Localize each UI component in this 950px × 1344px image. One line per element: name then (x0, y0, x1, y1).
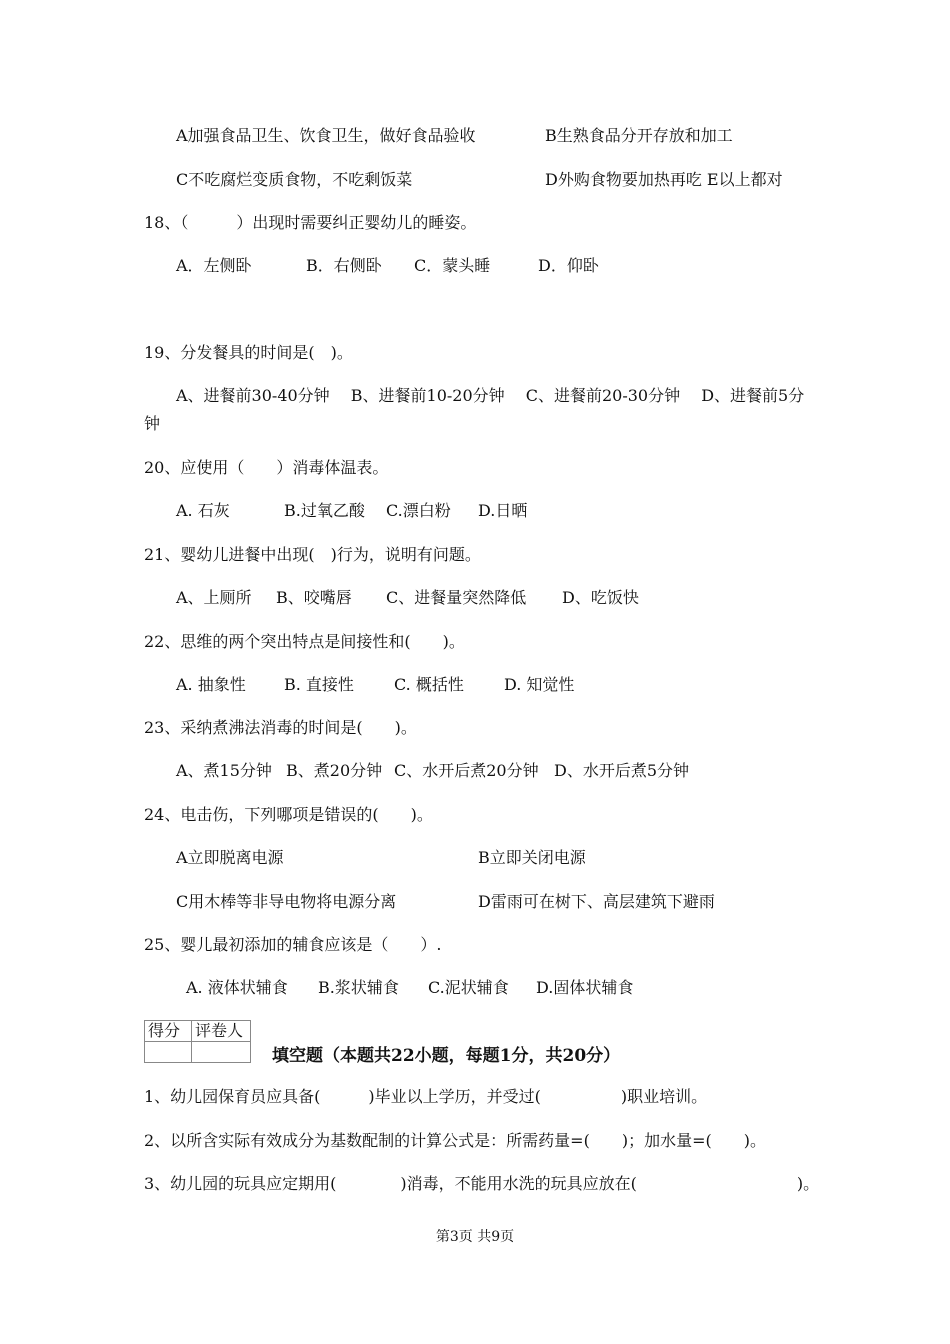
q21-option-b: B、咬嘴唇 (276, 588, 352, 607)
fill-question-3: 3、幼儿园的玩具应定期用( )消毒，不能用水洗的玩具应放在( )。 (144, 1174, 820, 1193)
q19-options: A、进餐前30-40分钟 B、进餐前10-20分钟 C、进餐前20-30分钟 D、进餐前5分 (176, 386, 805, 405)
q17-option-c: C不吃腐烂变质食物，不吃剩饭菜 (176, 170, 413, 189)
q25-stem: 25、婴儿最初添加的辅食应该是（ ）. (144, 935, 442, 954)
q18-option-d: D．仰卧 (538, 256, 599, 275)
q24-option-b: B立即关闭电源 (478, 848, 586, 867)
q23-option-b: B、煮20分钟 (286, 761, 383, 780)
section-title: 填空题（本题共22小题，每题1分，共20分） (272, 1046, 621, 1066)
q21-option-a: A、上厕所 (176, 588, 252, 607)
q24-option-d: D雷雨可在树下、高层建筑下避雨 (478, 892, 715, 911)
q24-stem: 24、电击伤，下列哪项是错误的( )。 (144, 805, 433, 824)
q18-option-a: A．左侧卧 (176, 256, 252, 275)
q23-stem: 23、采纳煮沸法消毒的时间是( )。 (144, 718, 417, 737)
q20-option-c: C.漂白粉 (386, 501, 451, 520)
q17-option-b: B生熟食品分开存放和加工 (545, 126, 733, 145)
q21-option-c: C、进餐量突然降低 (386, 588, 527, 607)
q22-option-c: C. 概括性 (394, 675, 464, 694)
fill-question-2: 2、以所含实际有效成分为基数配制的计算公式是：所需药量=( )；加水量=( )。 (144, 1131, 766, 1150)
q25-option-c: C.泥状辅食 (428, 978, 509, 997)
q20-option-d: D.日晒 (478, 501, 528, 520)
q17-option-d: D外购食物要加热再吃 E以上都对 (545, 170, 783, 189)
score-cell (145, 1042, 192, 1063)
q22-option-a: A. 抽象性 (176, 675, 246, 694)
q24-option-c: C用木棒等非导电物将电源分离 (176, 892, 397, 911)
q21-stem: 21、婴幼儿进餐中出现( )行为，说明有问题。 (144, 545, 481, 564)
score-box (144, 1020, 251, 1063)
q23-option-d: D、水开后煮5分钟 (554, 761, 690, 780)
q22-stem: 22、思维的两个突出特点是间接性和( )。 (144, 632, 465, 651)
score-label: 得分 (145, 1021, 192, 1042)
q25-option-d: D.固体状辅食 (536, 978, 634, 997)
page-footer: 第3页 共9页 (435, 1229, 515, 1245)
q22-option-d: D. 知觉性 (504, 675, 575, 694)
q19-stem: 19、分发餐具的时间是( )。 (144, 343, 353, 362)
grader-cell (192, 1042, 251, 1063)
q23-option-a: A、煮15分钟 (176, 761, 272, 780)
q25-option-b: B.浆状辅食 (318, 978, 399, 997)
q18-option-c: C．蒙头睡 (414, 256, 491, 275)
q22-option-b: B. 直接性 (284, 675, 354, 694)
q19-options-wrap: 钟 (144, 414, 161, 433)
q20-stem: 20、应使用（ ）消毒体温表。 (144, 458, 389, 477)
q21-option-d: D、吃饭快 (562, 588, 639, 607)
q24-option-a: A立即脱离电源 (176, 848, 284, 867)
q20-option-b: B.过氧乙酸 (284, 501, 365, 520)
fill-question-1: 1、幼儿园保育员应具备( )毕业以上学历，并受过( )职业培训。 (144, 1087, 708, 1106)
q18-option-b: B．右侧卧 (306, 256, 382, 275)
q18-stem: 18、（ ）出现时需要纠正婴幼儿的睡姿。 (144, 213, 477, 232)
q25-option-a: A. 液体状辅食 (186, 978, 288, 997)
q17-option-a: A加强食品卫生、饮食卫生，做好食品验收 (176, 126, 476, 145)
q20-option-a: A. 石灰 (176, 501, 230, 520)
grader-label: 评卷人 (192, 1021, 251, 1042)
q23-option-c: C、水开后煮20分钟 (394, 761, 539, 780)
